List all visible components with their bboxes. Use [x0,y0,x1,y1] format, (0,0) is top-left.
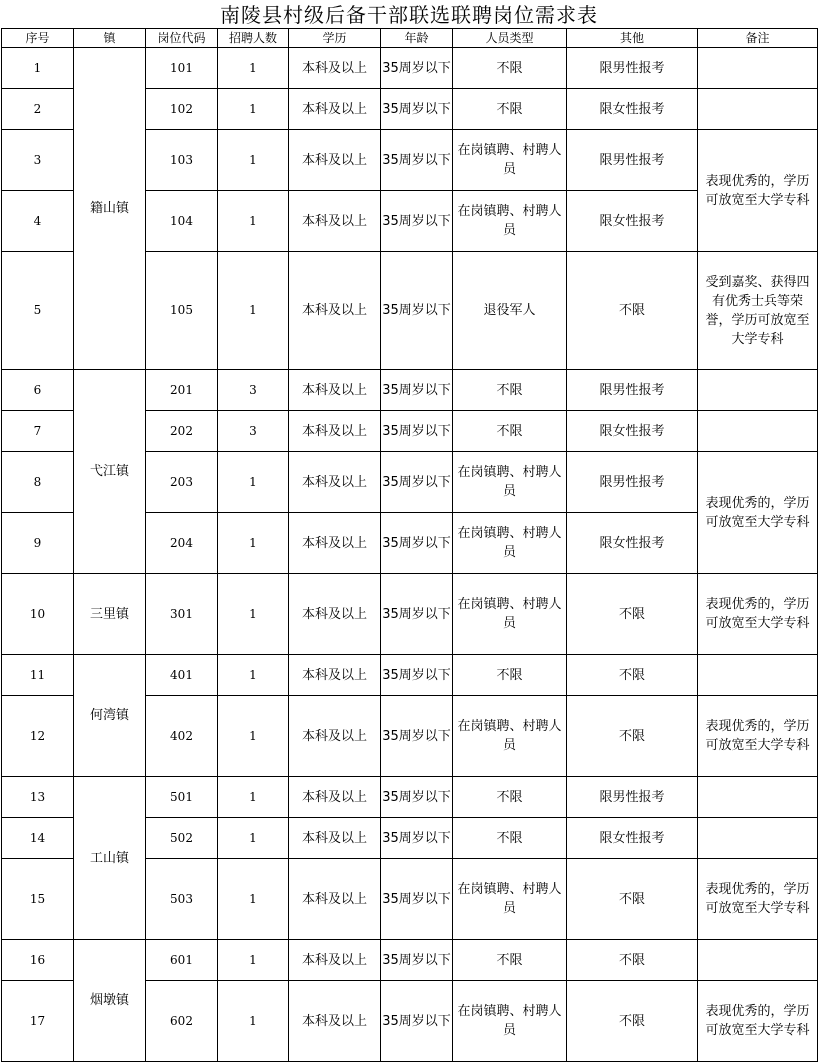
cell-town: 弋江镇 [74,370,146,574]
cell-education: 本科及以上 [289,574,381,655]
cell-education: 本科及以上 [289,696,381,777]
cell-other: 不限 [567,940,698,981]
cell-town: 何湾镇 [74,655,146,777]
cell-other: 不限 [567,574,698,655]
cell-count: 1 [218,940,289,981]
cell-education: 本科及以上 [289,130,381,191]
cell-other: 限男性报考 [567,777,698,818]
cell-seq: 3 [2,130,74,191]
cell-education: 本科及以上 [289,655,381,696]
cell-other: 不限 [567,859,698,940]
cell-code: 204 [146,513,218,574]
cell-other: 不限 [567,252,698,370]
cell-person-type: 在岗镇聘、村聘人员 [453,452,567,513]
cell-notes [698,818,818,859]
cell-count: 3 [218,411,289,452]
cell-age: 35周岁以下 [381,191,453,252]
cell-age: 35周岁以下 [381,655,453,696]
header-education: 学历 [289,29,381,48]
cell-town: 烟墩镇 [74,940,146,1062]
cell-code: 301 [146,574,218,655]
cell-seq: 2 [2,89,74,130]
cell-other: 限女性报考 [567,411,698,452]
cell-person-type: 不限 [453,940,567,981]
cell-person-type: 在岗镇聘、村聘人员 [453,981,567,1062]
cell-age: 35周岁以下 [381,818,453,859]
cell-person-type: 在岗镇聘、村聘人员 [453,859,567,940]
cell-seq: 17 [2,981,74,1062]
cell-count: 1 [218,574,289,655]
cell-count: 1 [218,48,289,89]
cell-person-type: 不限 [453,777,567,818]
cell-notes [698,89,818,130]
cell-notes [698,48,818,89]
cell-code: 201 [146,370,218,411]
cell-code: 502 [146,818,218,859]
cell-town: 三里镇 [74,574,146,655]
cell-seq: 15 [2,859,74,940]
cell-count: 1 [218,655,289,696]
cell-notes [698,940,818,981]
cell-notes: 表现优秀的，学历可放宽至大学专科 [698,452,818,574]
cell-person-type: 在岗镇聘、村聘人员 [453,130,567,191]
cell-education: 本科及以上 [289,411,381,452]
cell-count: 1 [218,981,289,1062]
cell-count: 1 [218,696,289,777]
cell-age: 35周岁以下 [381,574,453,655]
cell-code: 503 [146,859,218,940]
cell-other: 限女性报考 [567,89,698,130]
cell-education: 本科及以上 [289,252,381,370]
cell-education: 本科及以上 [289,940,381,981]
table-row [2,370,818,411]
cell-count: 1 [218,130,289,191]
cell-education: 本科及以上 [289,48,381,89]
cell-code: 202 [146,411,218,452]
cell-count: 1 [218,859,289,940]
cell-other: 限男性报考 [567,452,698,513]
cell-seq: 1 [2,48,74,89]
cell-education: 本科及以上 [289,89,381,130]
cell-person-type: 不限 [453,655,567,696]
cell-age: 35周岁以下 [381,89,453,130]
cell-town: 籍山镇 [74,48,146,370]
header-notes: 备注 [698,29,818,48]
cell-seq: 7 [2,411,74,452]
cell-notes [698,655,818,696]
cell-notes: 表现优秀的，学历可放宽至大学专科 [698,574,818,655]
position-table [1,28,818,1062]
cell-education: 本科及以上 [289,370,381,411]
cell-education: 本科及以上 [289,452,381,513]
cell-notes [698,370,818,411]
cell-age: 35周岁以下 [381,48,453,89]
cell-count: 1 [218,191,289,252]
cell-count: 1 [218,89,289,130]
cell-count: 1 [218,452,289,513]
cell-other: 不限 [567,655,698,696]
cell-seq: 14 [2,818,74,859]
cell-seq: 16 [2,940,74,981]
cell-person-type: 不限 [453,411,567,452]
cell-seq: 10 [2,574,74,655]
cell-code: 602 [146,981,218,1062]
cell-other: 限女性报考 [567,191,698,252]
cell-notes: 表现优秀的，学历可放宽至大学专科 [698,696,818,777]
cell-age: 35周岁以下 [381,859,453,940]
cell-age: 35周岁以下 [381,452,453,513]
cell-code: 401 [146,655,218,696]
cell-code: 104 [146,191,218,252]
cell-person-type: 在岗镇聘、村聘人员 [453,574,567,655]
cell-seq: 12 [2,696,74,777]
cell-person-type: 在岗镇聘、村聘人员 [453,513,567,574]
cell-other: 限男性报考 [567,370,698,411]
cell-other: 限女性报考 [567,513,698,574]
cell-other: 限男性报考 [567,48,698,89]
cell-age: 35周岁以下 [381,777,453,818]
cell-notes: 表现优秀的，学历可放宽至大学专科 [698,981,818,1062]
header-row [2,29,818,48]
cell-age: 35周岁以下 [381,411,453,452]
cell-age: 35周岁以下 [381,130,453,191]
cell-count: 3 [218,370,289,411]
cell-age: 35周岁以下 [381,513,453,574]
header-age: 年龄 [381,29,453,48]
cell-town: 工山镇 [74,777,146,940]
table-row [2,655,818,696]
cell-code: 501 [146,777,218,818]
cell-count: 1 [218,513,289,574]
cell-person-type: 不限 [453,818,567,859]
cell-notes: 表现优秀的，学历可放宽至大学专科 [698,859,818,940]
cell-count: 1 [218,777,289,818]
cell-education: 本科及以上 [289,981,381,1062]
cell-code: 203 [146,452,218,513]
cell-notes [698,777,818,818]
cell-code: 102 [146,89,218,130]
cell-seq: 4 [2,191,74,252]
header-count: 招聘人数 [218,29,289,48]
cell-code: 105 [146,252,218,370]
cell-person-type: 退役军人 [453,252,567,370]
cell-seq: 13 [2,777,74,818]
cell-seq: 11 [2,655,74,696]
cell-seq: 9 [2,513,74,574]
header-town: 镇 [74,29,146,48]
table-row [2,940,818,981]
cell-notes [698,411,818,452]
cell-other: 不限 [567,981,698,1062]
cell-age: 35周岁以下 [381,981,453,1062]
cell-age: 35周岁以下 [381,252,453,370]
header-person-type: 人员类型 [453,29,567,48]
cell-age: 35周岁以下 [381,940,453,981]
table-row [2,574,818,655]
cell-other: 限男性报考 [567,130,698,191]
cell-person-type: 不限 [453,370,567,411]
cell-code: 402 [146,696,218,777]
cell-person-type: 不限 [453,48,567,89]
cell-person-type: 在岗镇聘、村聘人员 [453,696,567,777]
table-row [2,777,818,818]
cell-code: 103 [146,130,218,191]
cell-age: 35周岁以下 [381,696,453,777]
cell-education: 本科及以上 [289,191,381,252]
cell-education: 本科及以上 [289,777,381,818]
header-code: 岗位代码 [146,29,218,48]
header-other: 其他 [567,29,698,48]
cell-person-type: 在岗镇聘、村聘人员 [453,191,567,252]
cell-person-type: 不限 [453,89,567,130]
cell-education: 本科及以上 [289,513,381,574]
header-seq: 序号 [2,29,74,48]
cell-education: 本科及以上 [289,818,381,859]
cell-seq: 5 [2,252,74,370]
cell-other: 不限 [567,696,698,777]
cell-other: 限女性报考 [567,818,698,859]
cell-notes: 表现优秀的，学历可放宽至大学专科 [698,130,818,252]
cell-code: 601 [146,940,218,981]
cell-seq: 8 [2,452,74,513]
cell-age: 35周岁以下 [381,370,453,411]
page-title: 南陵县村级后备干部联选联聘岗位需求表 [220,3,598,27]
cell-count: 1 [218,252,289,370]
cell-notes: 受到嘉奖、获得四有优秀士兵等荣誉，学历可放宽至大学专科 [698,252,818,370]
cell-seq: 6 [2,370,74,411]
cell-count: 1 [218,818,289,859]
cell-education: 本科及以上 [289,859,381,940]
cell-code: 101 [146,48,218,89]
table-row [2,48,818,89]
